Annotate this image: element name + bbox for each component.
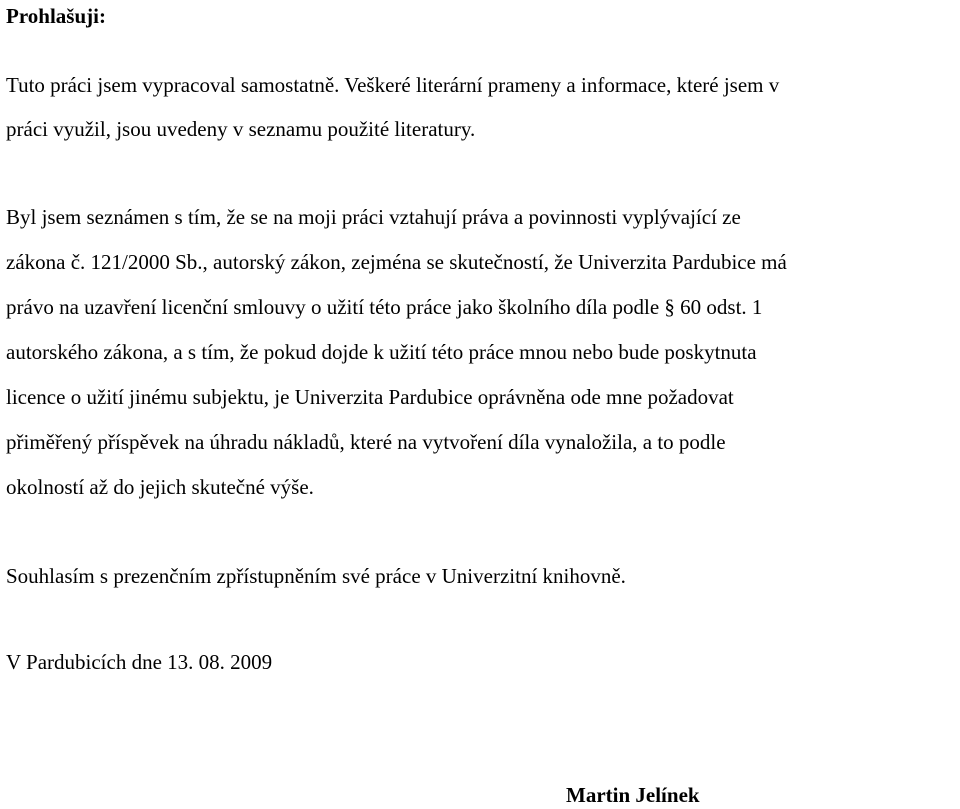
declaration-heading: Prohlašuji:	[6, 4, 106, 28]
paragraph-2-line-5: licence o užití jinému subjektu, je Univerzita Pardubice oprávněna ode mne požadovat	[6, 385, 734, 409]
declaration-page	[6, 0, 960, 808]
paragraph-2-line-7: okolností až do jejich skutečné výše.	[6, 475, 314, 499]
paragraph-2-line-6: přiměřený příspěvek na úhradu nákladů, které na vytvoření díla vynaložila, a to podle	[6, 430, 726, 454]
consent-statement: Souhlasím s prezenčním zpřístupněním své práce v Univerzitní knihovně.	[6, 564, 626, 588]
paragraph-2-line-4: autorského zákona, a s tím, že pokud dojde k užití této práce mnou nebo bude poskytnuta	[6, 340, 757, 364]
paragraph-1-line-1: Tuto práci jsem vypracoval samostatně. Veškeré literární prameny a informace, které jsem v	[6, 73, 780, 97]
paragraph-1-line-2: práci využil, jsou uvedeny v seznamu použité literatury.	[6, 117, 476, 141]
author-signature: Martin Jelínek	[566, 783, 700, 807]
paragraph-2-line-1: Byl jsem seznámen s tím, že se na moji práci vztahují práva a povinnosti vyplývající ze	[6, 205, 741, 229]
place-and-date: V Pardubicích dne 13. 08. 2009	[6, 650, 273, 674]
paragraph-2-line-2: zákona č. 121/2000 Sb., autorský zákon, zejména se skutečností, že Univerzita Pardubice má	[6, 250, 787, 274]
paragraph-2-line-3: právo na uzavření licenční smlouvy o užití této práce jako školního díla podle § 60 odst. 1	[6, 295, 763, 319]
